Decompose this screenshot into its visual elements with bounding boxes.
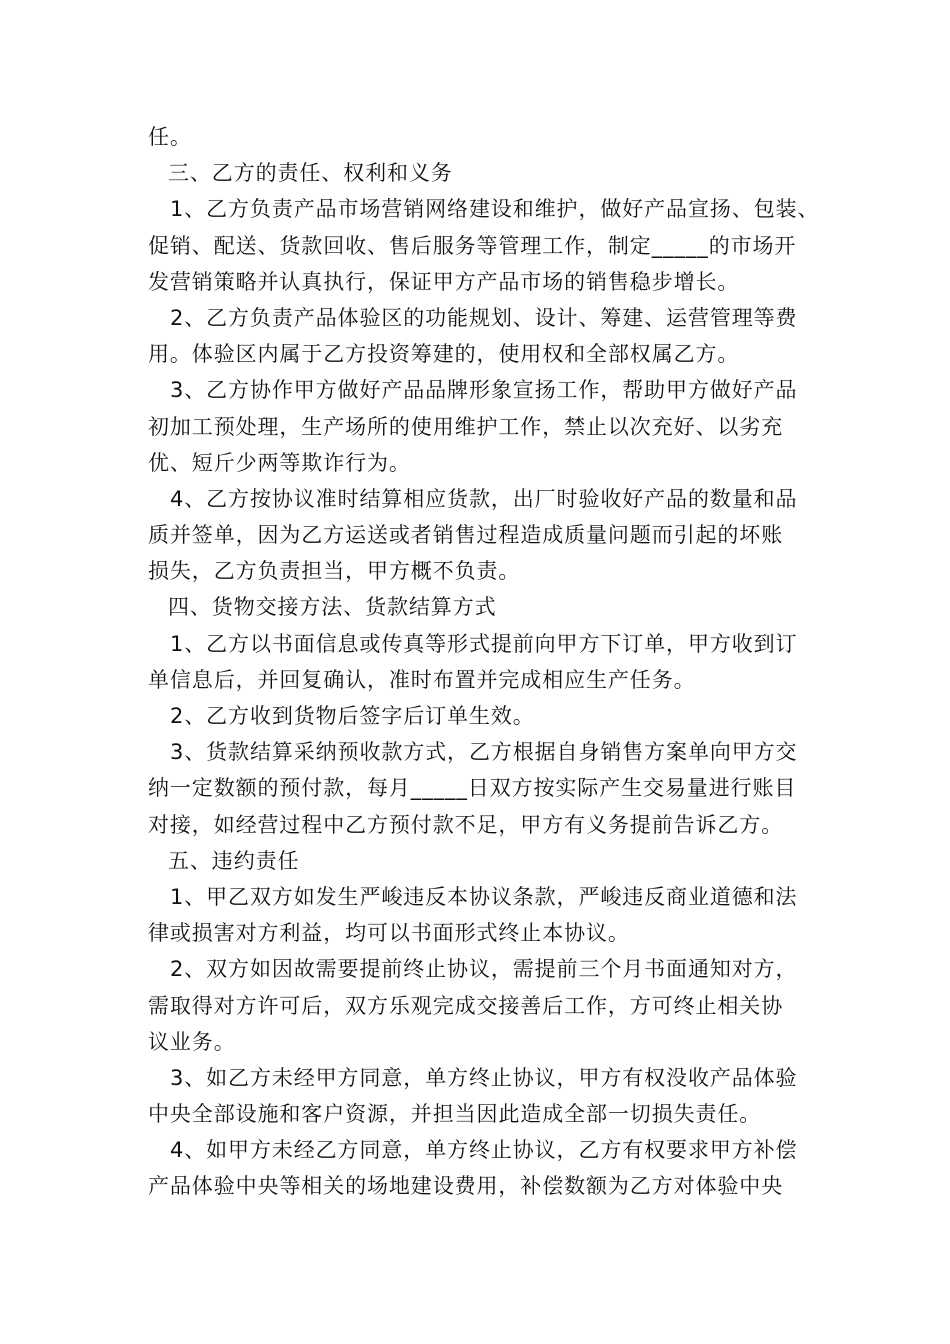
paragraph-line: 用。体验区内属于乙方投资筹建的，使用权和全部权属乙方。 bbox=[148, 342, 740, 367]
paragraph-line: 任。 bbox=[148, 125, 192, 149]
paragraph-line: 对接，如经营过程中乙方预付款不足，甲方有义务提前告诉乙方。 bbox=[148, 812, 784, 837]
paragraph-line: 质并签单，因为乙方运送或者销售过程造成质量问题而引起的坏账 bbox=[148, 523, 784, 548]
paragraph-line: 促销、配送、货款回收、售后服务等管理工作，制定_____的市场开 bbox=[148, 233, 797, 258]
paragraph-line: 发营销策略并认真执行，保证甲方产品市场的销售稳步增长。 bbox=[148, 269, 740, 294]
section-heading: 五、违约责任 bbox=[168, 848, 300, 873]
clause-item-line: 1、甲乙双方如发生严峻违反本协议条款，严峻违反商业道德和法 bbox=[170, 884, 798, 909]
clause-item-line: 2、双方如因故需要提前终止协议，需提前三个月书面通知对方， bbox=[170, 957, 798, 982]
document-page bbox=[148, 119, 820, 1205]
paragraph-line: 议业务。 bbox=[148, 1029, 236, 1054]
clause-item-line: 4、乙方按协议准时结算相应货款，出厂时验收好产品的数量和品 bbox=[170, 486, 798, 511]
paragraph-line: 单信息后，并回复确认，准时布置并完成相应生产任务。 bbox=[148, 667, 696, 692]
paragraph-line: 中央全部设施和客户资源，并担当因此造成全部一切损失责任。 bbox=[148, 1102, 762, 1127]
clause-item-line: 3、乙方协作甲方做好产品品牌形象宣扬工作，帮助甲方做好产品 bbox=[170, 378, 798, 403]
paragraph-line: 产品体验中央等相关的场地建设费用，补偿数额为乙方对体验中央 bbox=[148, 1174, 784, 1199]
paragraph-line: 损失，乙方负责担当，甲方概不负责。 bbox=[148, 559, 521, 584]
clause-item-line: 3、如乙方未经甲方同意，单方终止协议，甲方有权没收产品体验 bbox=[170, 1065, 798, 1090]
paragraph-line: 纳一定数额的预付款，每月_____日双方按实际产生交易量进行账目 bbox=[148, 776, 797, 801]
paragraph-line: 律或损害对方利益，均可以书面形式终止本协议。 bbox=[148, 921, 630, 946]
paragraph-line: 需取得对方许可后，双方乐观完成交接善后工作，方可终止相关协 bbox=[148, 993, 784, 1018]
clause-item-line: 3、货款结算采纳预收款方式，乙方根据自身销售方案单向甲方交 bbox=[170, 740, 798, 765]
paragraph-line: 优、短斤少两等欺诈行为。 bbox=[148, 450, 411, 475]
paragraph-line: 初加工预处理，生产场所的使用维护工作，禁止以次充好、以劣充 bbox=[148, 414, 784, 439]
clause-item-line: 1、乙方以书面信息或传真等形式提前向甲方下订单，甲方收到订 bbox=[170, 631, 798, 656]
section-heading: 三、乙方的责任、权利和义务 bbox=[168, 161, 453, 186]
clause-item-line: 2、乙方收到货物后签字后订单生效。 bbox=[170, 704, 535, 728]
clause-item-line: 1、乙方负责产品市场营销网络建设和维护，做好产品宣扬、包装、 bbox=[170, 197, 820, 222]
clause-item-line: 4、如甲方未经乙方同意，单方终止协议，乙方有权要求甲方补偿 bbox=[170, 1138, 798, 1163]
clause-item-line: 2、乙方负责产品体验区的功能规划、设计、筹建、运营管理等费 bbox=[170, 305, 798, 330]
section-heading: 四、货物交接方法、货款结算方式 bbox=[168, 595, 497, 620]
